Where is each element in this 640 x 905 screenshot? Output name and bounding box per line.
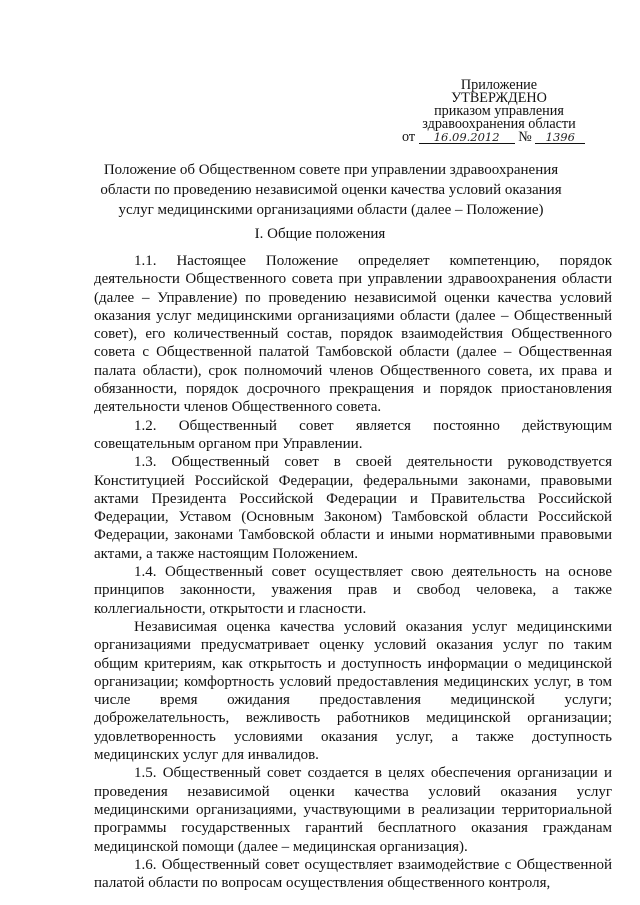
- paragraph-1-1: 1.1. Настоящее Положение определяет компетенцию, порядок деятельности Общественного совета при управлении здравоохранения области (далее – Управление) по проведению независимой оценки качества условий оказания услуг медицинскими организациями области (далее – Общественный совет), его количественный состав, порядок взаимодействия Общественного совета с Общественной палатой Тамбовской области (далее – Общественная палата области), срок полномочий членов Общественного совета, их права и обязанности, порядок досрочного прекращения и порядок приостановления деятельности членов Общественного совета.: [94, 253, 612, 416]
- handwritten-number: 1396: [535, 131, 585, 144]
- order-reference: [402, 131, 599, 144]
- order-label: приказом управления: [434, 103, 564, 119]
- date-prefix: от: [402, 129, 416, 145]
- department-label: здравоохранения области: [422, 116, 576, 132]
- number-label: №: [518, 129, 532, 145]
- handwritten-date: 16.09.2012: [419, 131, 515, 144]
- document-body: [94, 252, 612, 892]
- paragraph-1-3: 1.3. Общественный совет в своей деятельности руководствуется Конституцией Российской Федерации, федеральными законами, правовыми актами Президента Российской Федерации и Правительства Российской Федерации, Уставом (Основным Законом) Тамбовской области Российской Федерации, законами Тамбовской области и иными нормативными правовыми актами, а также настоящим Положением.: [94, 454, 612, 562]
- appendix-label: Приложение: [460, 77, 538, 93]
- paragraph-1-5: 1.5. Общественный совет создается в целях обеспечения организации и проведения независимой оценки качества условий оказания услуг медицинскими организациями, участвующими в реализации территориальной программы государственных гарантий бесплатного оказания гражданам медицинской помощи (далее – медицинская организация).: [94, 765, 612, 855]
- paragraph-1-6: 1.6. Общественный совет осуществляет взаимодействие с Общественной палатой области по вопросам осуществления общественного контроля,: [94, 856, 612, 892]
- approval-block: [399, 79, 599, 144]
- paragraph-1-4: 1.4. Общественный совет осуществляет свою деятельность на основе принципов законности, уважения прав и свобод человека, а также коллегиальности, открытости и гласности.: [94, 564, 612, 617]
- approved-label: УТВЕРЖДЕНО: [451, 90, 547, 106]
- paragraph-1-2: 1.2. Общественный совет является постоянно действующим совещательным органом при Управлении.: [94, 417, 612, 452]
- section-heading: I. Общие положения: [254, 226, 386, 242]
- paragraph-criteria: Независимая оценка качества условий оказания услуг медицинскими организациями предусматривает оценку условий оказания услуг по таким общим критериям, как открытость и доступность информации о медицинской организации; комфортность условий предоставления медицинских услуг, в том числе время ожидания предоставления медицинской услуги; доброжелательность, вежливость работников медицинской организации; удовлетворенность условиями оказания услуг, а также доступность медицинских услуг для инвалидов.: [94, 618, 612, 764]
- document-title: Положение об Общественном совете при управлении здравоохранения области по проведению независимой оценки качества условий оказания услуг медицинскими организациями области (далее – Положение): [100, 162, 562, 218]
